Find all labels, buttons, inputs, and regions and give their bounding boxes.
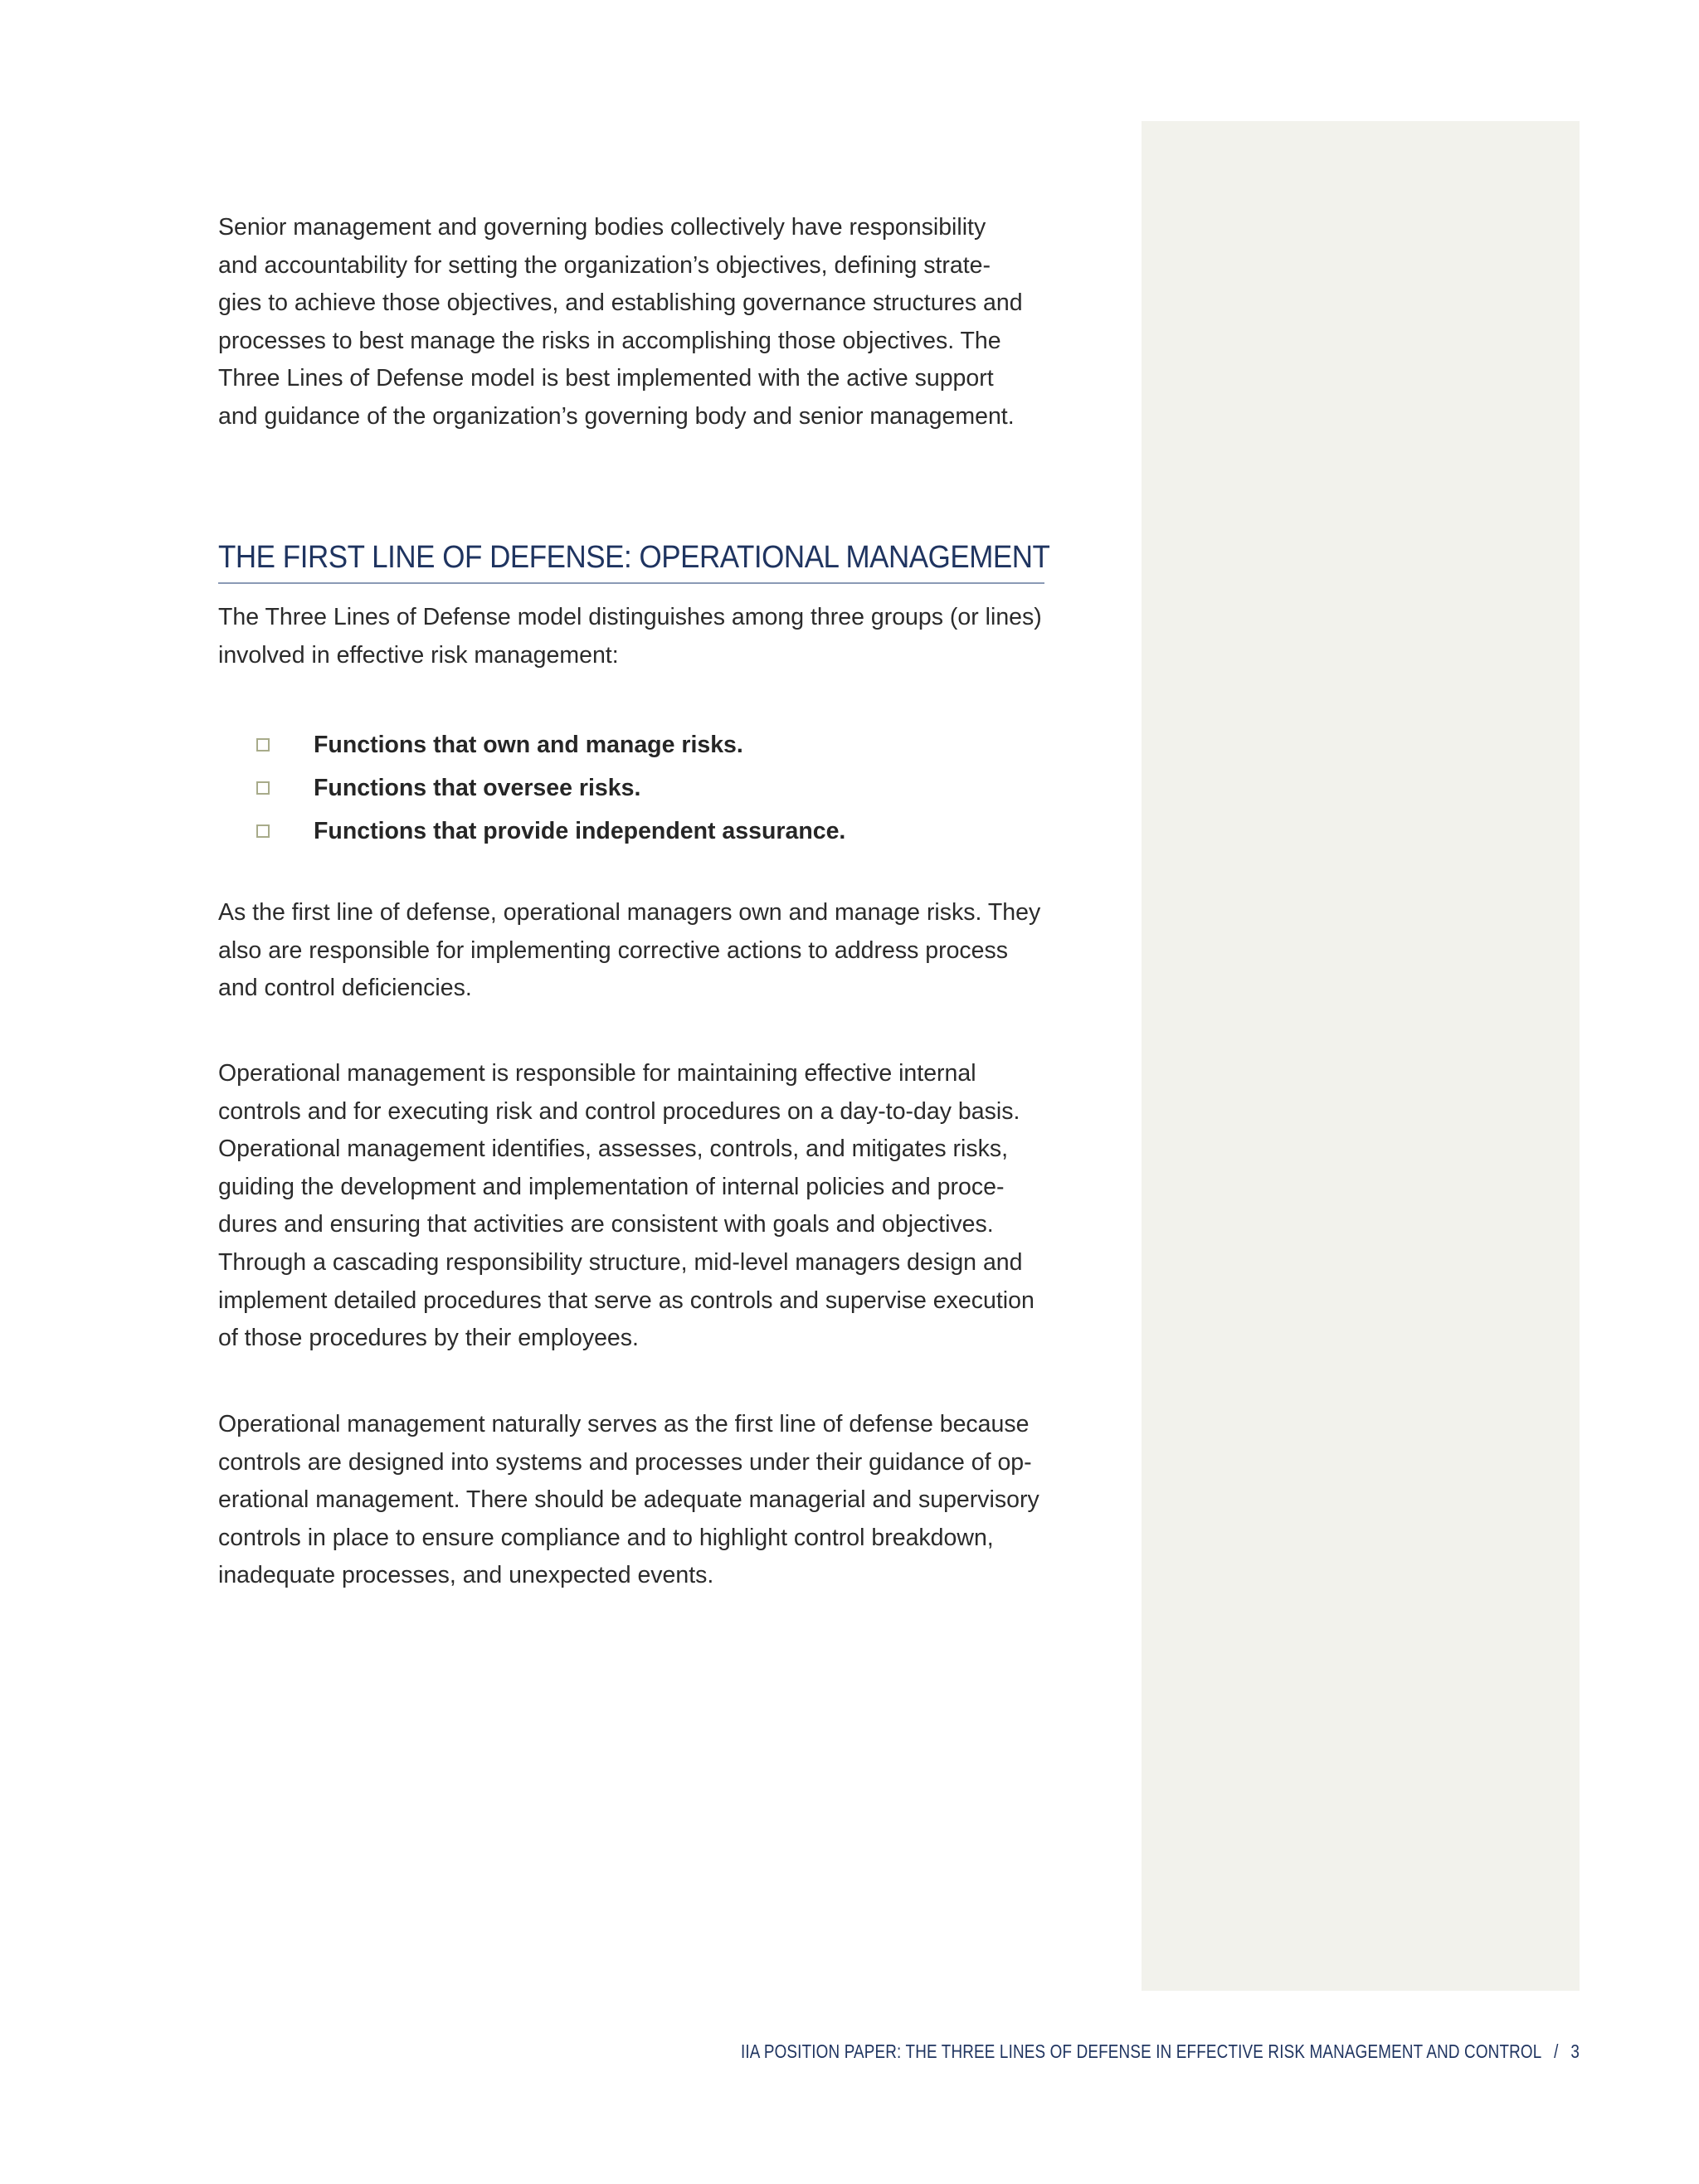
footer-separator: / xyxy=(1554,2041,1559,2062)
paragraph-line: Through a cascading responsibility structure, mid-level managers design and xyxy=(218,1248,1023,1276)
paragraph-line: erational management. There should be adequate managerial and supervisory xyxy=(218,1486,1039,1514)
paragraph-line: The Three Lines of Defense model distinguishes among three groups (or lines) xyxy=(218,604,1042,630)
first-line-rationale-paragraph xyxy=(218,1406,1056,1595)
paragraph-line: Operational management naturally serves as the first line of defense because xyxy=(218,1411,1030,1437)
paragraph-line: and accountability for setting the organization’s objectives, defining strate- xyxy=(218,251,991,279)
bullet-text: Functions that provide independent assurance. xyxy=(314,817,846,844)
paragraph-line: also are responsible for implementing corrective actions to address process xyxy=(218,936,1009,964)
section-lead-paragraph xyxy=(218,599,1056,674)
paragraph-line: processes to best manage the risks in accomplishing those objectives. The xyxy=(218,327,1001,354)
paragraph-line: dures and ensuring that activities are consistent with goals and objectives. xyxy=(218,1211,994,1238)
page-number: 3 xyxy=(1570,2041,1580,2062)
bullet-list xyxy=(218,723,1048,853)
main-content xyxy=(218,209,1056,1589)
section-heading: THE FIRST LINE OF DEFENSE: OPERATIONAL MANAGEMENT xyxy=(218,540,1050,575)
paragraph-line: guiding the development and implementation of internal policies and proce- xyxy=(218,1173,1005,1200)
sidebar-panel xyxy=(1142,121,1580,1991)
list-item xyxy=(218,766,1048,810)
paragraph-line: inadequate processes, and unexpected events. xyxy=(218,1562,714,1589)
first-line-paragraph xyxy=(218,894,1056,1008)
heading-underline xyxy=(218,582,1044,584)
bullet-text: Functions that own and manage risks. xyxy=(314,731,743,758)
paragraph-line: and guidance of the organization’s governing body and senior management. xyxy=(218,402,1015,430)
paragraph-line: controls are designed into systems and processes under their guidance of op- xyxy=(218,1448,1032,1476)
paragraph-line: controls in place to ensure compliance and to highlight control breakdown, xyxy=(218,1524,994,1551)
page-footer xyxy=(741,2041,1580,2063)
paragraph-line: Senior management and governing bodies collectively have responsibility xyxy=(218,214,986,241)
paragraph-line: Operational management is responsible for maintaining effective internal xyxy=(218,1060,976,1087)
running-title: IIA POSITION PAPER: THE THREE LINES OF DEFENSE IN EFFECTIVE RISK MANAGEMENT AND CONTROL xyxy=(740,2041,1542,2062)
square-bullet-icon xyxy=(256,781,270,795)
paragraph-line: gies to achieve those objectives, and establishing governance structures and xyxy=(218,289,1023,317)
paragraph-line: involved in effective risk management: xyxy=(218,641,619,669)
operational-management-paragraph xyxy=(218,1055,1056,1358)
paragraph-line: As the first line of defense, operational managers own and manage risks. They xyxy=(218,899,1041,926)
intro-paragraph xyxy=(218,209,1056,436)
paragraph-line: of those procedures by their employees. xyxy=(218,1325,639,1352)
paragraph-line: controls and for executing risk and control procedures on a day-to-day basis. xyxy=(218,1097,1020,1125)
paragraph-line: and control deficiencies. xyxy=(218,975,472,1002)
list-item xyxy=(218,723,1048,766)
paragraph-line: implement detailed procedures that serve as controls and supervise execution xyxy=(218,1287,1034,1314)
list-item xyxy=(218,810,1048,853)
bullet-text: Functions that oversee risks. xyxy=(314,774,641,801)
paragraph-line: Three Lines of Defense model is best implemented with the active support xyxy=(218,365,994,392)
paragraph-line: Operational management identifies, assesses, controls, and mitigates risks, xyxy=(218,1136,1009,1163)
square-bullet-icon xyxy=(256,824,270,838)
square-bullet-icon xyxy=(256,738,270,752)
